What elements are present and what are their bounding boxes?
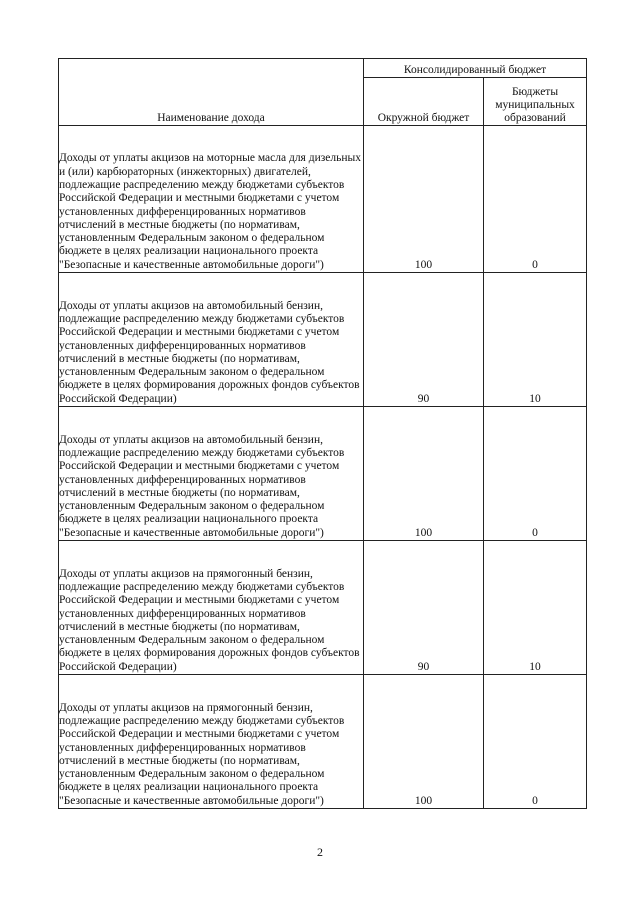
table-row	[59, 675, 587, 809]
municipal-value-cell: 0	[484, 126, 587, 273]
okrug-value-cell: 90	[364, 273, 484, 407]
header-municipal-budgets: Бюджеты муниципальных образований	[484, 78, 587, 126]
page-number: 2	[317, 845, 323, 859]
okrug-value-cell: 100	[364, 407, 484, 541]
table-row	[59, 273, 587, 407]
income-name-cell: Доходы от уплаты акцизов на автомобильный бензин, подлежащие распределению между бюджетами субъектов Российской Федерации и местными бюджетами с учетом установленных дифференцированных нормативов отчислений в местные бюджеты (по нормативам, установленным Федеральным законом о федеральном бюджете в целях реализации национального проекта "Безопасные и качественные автомобильные дороги")	[59, 407, 364, 541]
municipal-value-cell: 0	[484, 675, 587, 809]
header-okrug-budget: Окружной бюджет	[364, 78, 484, 126]
income-name-cell: Доходы от уплаты акцизов на автомобильный бензин, подлежащие распределению между бюджетами субъектов Российской Федерации и местными бюджетами с учетом установленных дифференцированных нормативов отчислений в местные бюджеты (по нормативам, установленным Федеральным законом о федеральном бюджете в целях формирования дорожных фондов субъектов Российской Федерации)	[59, 273, 364, 407]
income-name-cell: Доходы от уплаты акцизов на прямогонный бензин, подлежащие распределению между бюджетами субъектов Российской Федерации и местными бюджетами с учетом установленных дифференцированных нормативов отчислений в местные бюджеты (по нормативам, установленным Федеральным законом о федеральном бюджете в целях реализации национального проекта "Безопасные и качественные автомобильные дороги")	[59, 675, 364, 809]
municipal-value-cell: 0	[484, 407, 587, 541]
table-row	[59, 541, 587, 675]
budget-table	[58, 58, 587, 809]
header-consolidated-budget: Консолидированный бюджет	[364, 59, 587, 78]
table-row	[59, 407, 587, 541]
header-income-name: Наименование дохода	[59, 59, 364, 126]
municipal-value-cell: 10	[484, 541, 587, 675]
municipal-value-cell: 10	[484, 273, 587, 407]
income-name-cell: Доходы от уплаты акцизов на прямогонный бензин, подлежащие распределению между бюджетами субъектов Российской Федерации и местными бюджетами с учетом установленных дифференцированных нормативов отчислений в местные бюджеты (по нормативам, установленным Федеральным законом о федеральном бюджете в целях формирования дорожных фондов субъектов Российской Федерации)	[59, 541, 364, 675]
income-name-cell: Доходы от уплаты акцизов на моторные масла для дизельных и (или) карбюраторных (инжекторных) двигателей, подлежащие распределению между бюджетами субъектов Российской Федерации и местными бюджетами с учетом установленных дифференцированных нормативов отчислений в местные бюджеты (по нормативам, установленным Федеральным законом о федеральном бюджете в целях реализации национального проекта "Безопасные и качественные автомобильные дороги")	[59, 126, 364, 273]
okrug-value-cell: 100	[364, 675, 484, 809]
okrug-value-cell: 100	[364, 126, 484, 273]
okrug-value-cell: 90	[364, 541, 484, 675]
table-row	[59, 126, 587, 273]
